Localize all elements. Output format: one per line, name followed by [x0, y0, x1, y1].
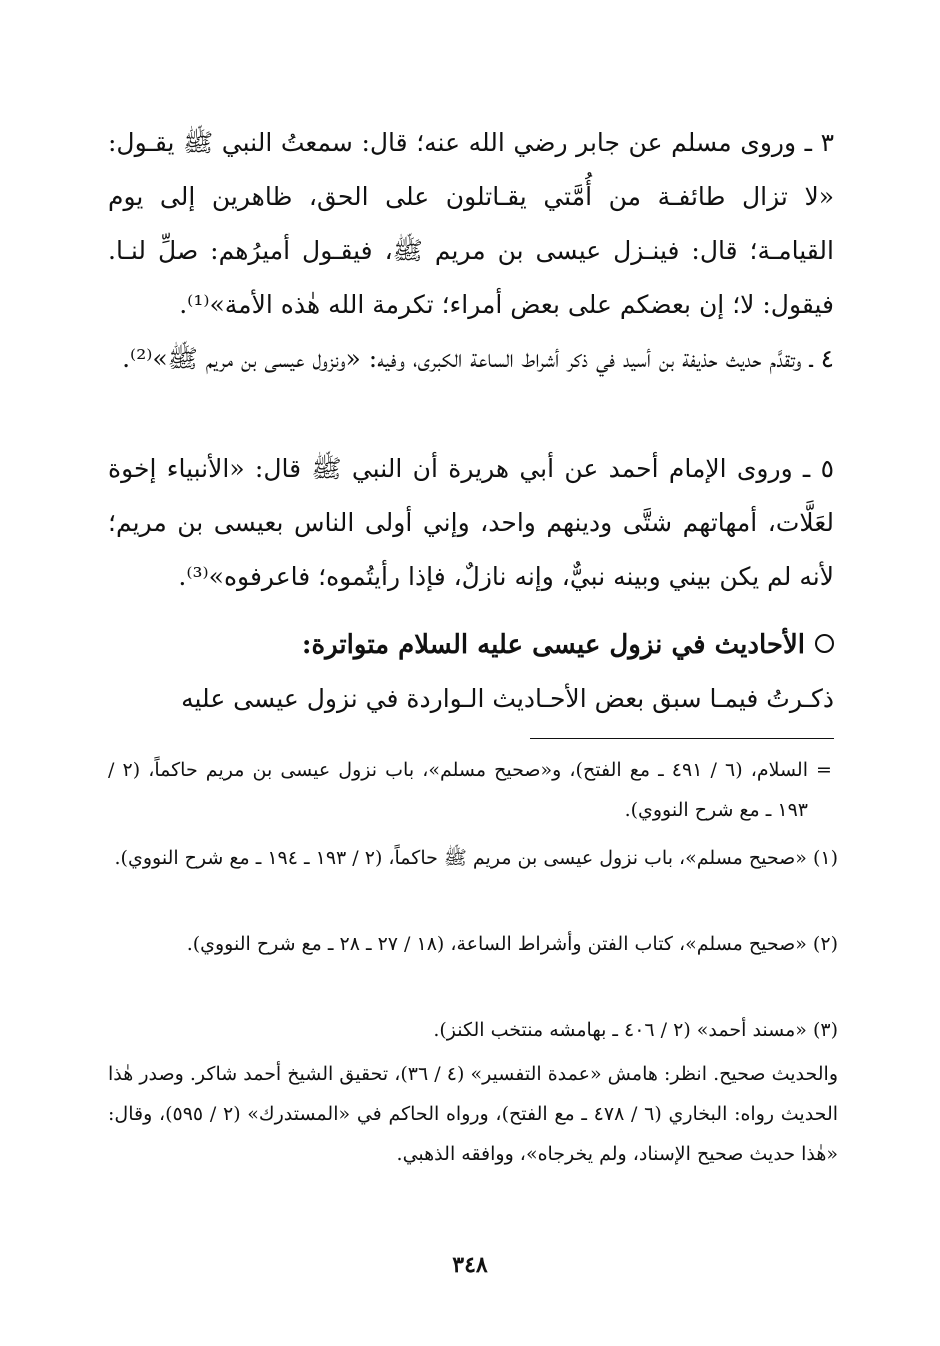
footnote-1: (١) «صحيح مسلم»، باب نزول عيسى بن مريم ﷺ حاكماً، (٢ / ١٩٣ ـ ١٩٤ ـ مع شرح النووي). — [114, 847, 838, 869]
footnote-2: (٢) «صحيح مسلم»، كتاب الفتن وأشراط الساعة، (١٨ / ٢٧ ـ ٢٨ ـ مع شرح النووي). — [186, 933, 838, 955]
footnote-3-note: والحديث صحيح. انظر: هامش «عمدة التفسير» (٤ / ٣٦)، تحقيق الشيخ أحمد شاكر. وصدر هٰذا الحديث رواه: البخاري (٦ / ٤٧٨ ـ مع الفتح)، ورواه الحاكم في «المستدرك» (٢ / ٥٩٥)، وقال: «هٰذا حديث صحيح الإسناد، ولم يخرجاه»، ووافقه الذهبي. — [108, 1063, 839, 1165]
footnote-3: (٣) «مسند أحمد» (٢ / ٤٠٦ ـ بهامشه منتخب الكنز). — [433, 1019, 838, 1041]
footnote-continuation: السلام، (٦ / ٤٩١ ـ مع الفتح)، و«صحيح مسلم»، باب نزول عيسى بن مريم حاكماً، (٢ / ١٩٣ ـ مع شرح النووي). — [108, 759, 808, 821]
paragraph-hadith-5: ٥ ـ وروى الإمام أحمد عن أبي هريرة أن النبي ﷺ قال: «الأنبياء إخوة لعَلَّات، أمهاتهم شتَّى ودينهم واحد، وإني أولى الناس بعيسى بن مريم؛ لأنه لم يكن بيني وبينه نبيٌّ، وإنه نازلٌ، فإذا رأيتُموه؛ فاعرفوه»⁽³⁾. — [108, 454, 834, 591]
paragraph-hadith-4: ٤ ـ وتقدَّم حديث حذيفة بن أسيد في ذكر أشراط الساعة الكبرى، وفيه: «ونزول عيسى بن مريم ﷺ»⁽²⁾. — [122, 344, 834, 373]
section-heading-text: الأحاديث في نزول عيسى عليه السلام متواترة: — [301, 630, 805, 660]
section-heading — [108, 618, 834, 672]
footnote-continuation-mark: = — [816, 759, 832, 781]
paragraph-section-intro: ذكـرتُ فيمـا سبق بعض الأحـاديث الـواردة في نزول عيسى عليه — [181, 684, 834, 713]
paragraph-hadith-3: ٣ ـ وروى مسلم عن جابر رضي الله عنه؛ قال: سمعتُ النبي ﷺ يقـول: «لا تزال طائفـة من أُمَّتي يقـاتلون على الحق، ظاهرين إلى يوم القيامـة؛ قال: فينـزل عيسى بن مريم ﷺ، فيقـول أميرُهم: صلِّ لنـا. فيقول: لا؛ إن بعضكم على بعض أمراء؛ تكرمة الله هٰذه الأمة»⁽¹⁾. — [108, 128, 834, 319]
page-number: ٣٤٨ — [452, 1252, 488, 1278]
footnote-separator — [530, 738, 834, 739]
hollow-circle-icon — [815, 634, 834, 653]
